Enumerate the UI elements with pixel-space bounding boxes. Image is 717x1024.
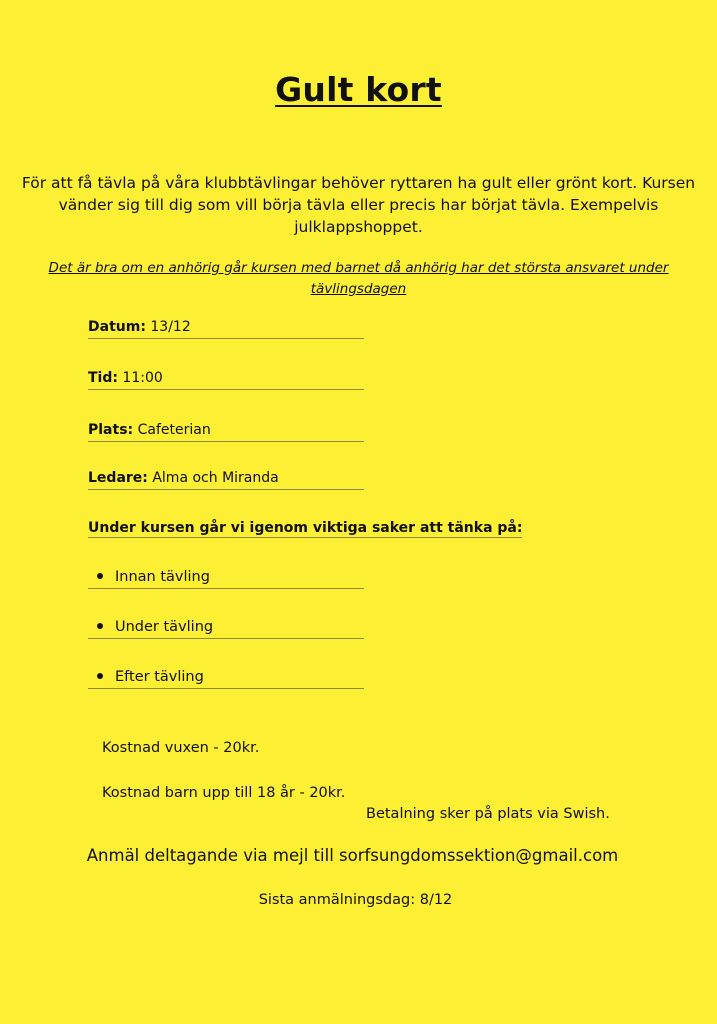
field-leaders (88, 469, 364, 490)
field-time-label: Tid: (88, 370, 118, 386)
field-date-value: 13/12 (150, 319, 191, 335)
page-title: Gult kort (275, 70, 442, 109)
list-item (88, 618, 364, 639)
field-leaders-value: Alma och Miranda (152, 470, 279, 486)
cost-child: Kostnad barn upp till 18 år - 20kr. (102, 785, 346, 801)
field-time (88, 369, 364, 390)
cost-adult: Kostnad vuxen - 20kr. (102, 740, 260, 756)
list-item (88, 568, 364, 589)
field-time-value: 11:00 (122, 370, 163, 386)
list-item-label: Under tävling (115, 619, 214, 635)
topics-heading: Under kursen går vi igenom viktiga saker att tänka på: (88, 520, 523, 536)
list-item-label: Efter tävling (115, 669, 204, 685)
payment-info: Betalning sker på plats via Swish. (366, 806, 610, 822)
field-place-value: Cafeterian (137, 422, 211, 438)
field-place (88, 421, 364, 442)
field-place-label: Plats: (88, 422, 134, 438)
bullet-icon (97, 573, 103, 579)
signup-deadline: Sista anmälningsdag: 8/12 (258, 892, 453, 908)
intro-paragraph: För att få tävla på våra klubbtävlingar behöver ryttaren ha gult eller grönt kort. Kursen vänder sig till dig som vill börja tävla eller precis har börjat tävla. Exempelvis julklappshoppet. (21, 174, 696, 236)
signup-info: Anmäl deltagande via mejl till sorfsungdomssektion@gmail.com (86, 846, 619, 865)
field-date-label: Datum: (88, 319, 146, 335)
field-leaders-label: Ledare: (88, 470, 148, 486)
bullet-icon (97, 623, 103, 629)
list-item (88, 668, 364, 689)
field-date (88, 318, 364, 339)
bullet-icon (97, 673, 103, 679)
guardian-note: Det är bra om en anhörig går kursen med barnet då anhörig har det största ansvaret under tävlingsdagen (48, 260, 669, 297)
list-item-label: Innan tävling (115, 569, 210, 585)
